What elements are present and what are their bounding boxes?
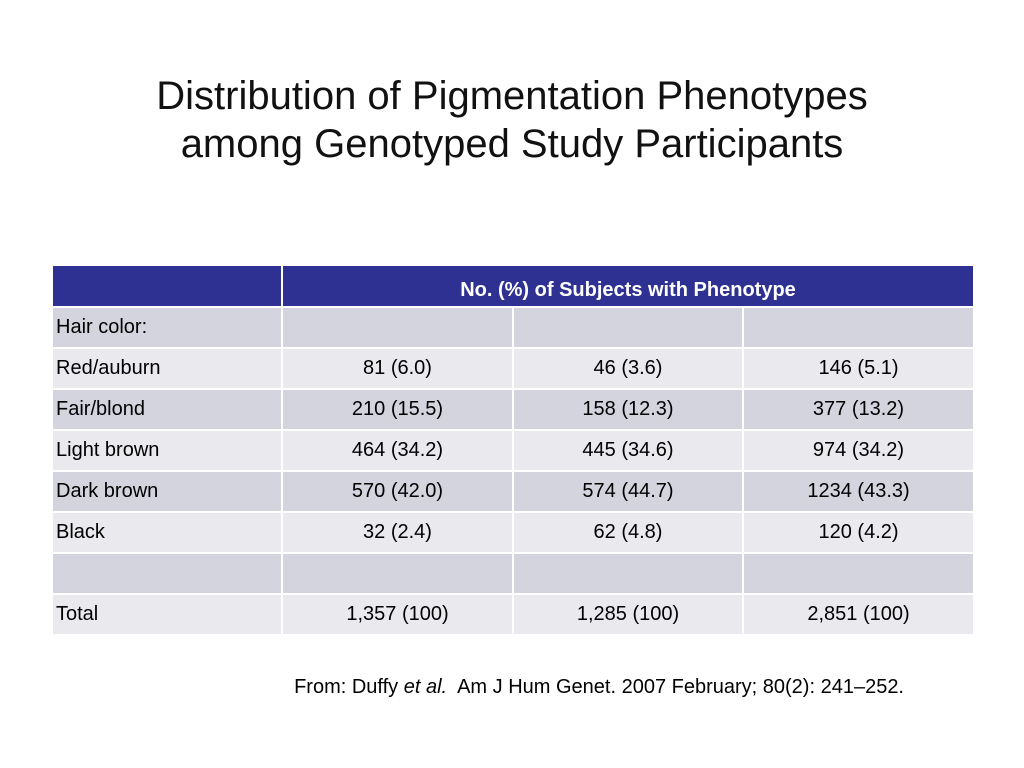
row-label — [52, 553, 282, 594]
table-cell: 445 (34.6) — [513, 430, 743, 471]
citation-text — [294, 676, 904, 699]
row-label: Hair color: — [52, 307, 282, 348]
table-cell: 81 (6.0) — [282, 348, 513, 389]
table-cell — [513, 307, 743, 348]
table-cell — [513, 553, 743, 594]
table-cell: 2,851 (100) — [743, 594, 974, 635]
table-cell: 158 (12.3) — [513, 389, 743, 430]
citation-prefix: From: Duffy — [294, 676, 404, 698]
table-row — [52, 430, 974, 471]
row-label: Dark brown — [52, 471, 282, 512]
citation-italic: et al. — [403, 676, 448, 698]
row-label: Light brown — [52, 430, 282, 471]
table-row — [52, 389, 974, 430]
row-label: Total — [52, 594, 282, 635]
table-cell: 464 (34.2) — [282, 430, 513, 471]
slide-title — [60, 72, 964, 168]
citation-suffix: Am J Hum Genet. 2007 February; 80(2): 241–252. — [447, 676, 904, 698]
table-cell: 62 (4.8) — [513, 512, 743, 553]
table-cell: 32 (2.4) — [282, 512, 513, 553]
table-cell: 146 (5.1) — [743, 348, 974, 389]
row-label: Fair/blond — [52, 389, 282, 430]
table-cell: 1,357 (100) — [282, 594, 513, 635]
table-cell: 574 (44.7) — [513, 471, 743, 512]
table-cell: 570 (42.0) — [282, 471, 513, 512]
table-row — [52, 553, 974, 594]
table-cell: 1,285 (100) — [513, 594, 743, 635]
table-cell: 1234 (43.3) — [743, 471, 974, 512]
row-label: Red/auburn — [52, 348, 282, 389]
table-row — [52, 307, 974, 348]
table-row — [52, 471, 974, 512]
table-row — [52, 512, 974, 553]
phenotype-table — [51, 264, 975, 636]
title-line-1: Distribution of Pigmentation Phenotypes — [156, 74, 868, 118]
table-cell — [282, 553, 513, 594]
title-line-2: among Genotyped Study Participants — [180, 122, 844, 166]
table-cell: 210 (15.5) — [282, 389, 513, 430]
table-cell — [282, 307, 513, 348]
table-cell: 377 (13.2) — [743, 389, 974, 430]
table-cell — [743, 307, 974, 348]
table-cell: 974 (34.2) — [743, 430, 974, 471]
table-cell: 120 (4.2) — [743, 512, 974, 553]
table-header-row — [52, 265, 974, 307]
header-phenotype-cell: No. (%) of Subjects with Phenotype — [282, 265, 974, 307]
table-row — [52, 594, 974, 635]
table-cell — [743, 553, 974, 594]
table-row — [52, 348, 974, 389]
table-cell: 46 (3.6) — [513, 348, 743, 389]
row-label: Black — [52, 512, 282, 553]
header-blank-cell — [52, 265, 282, 307]
